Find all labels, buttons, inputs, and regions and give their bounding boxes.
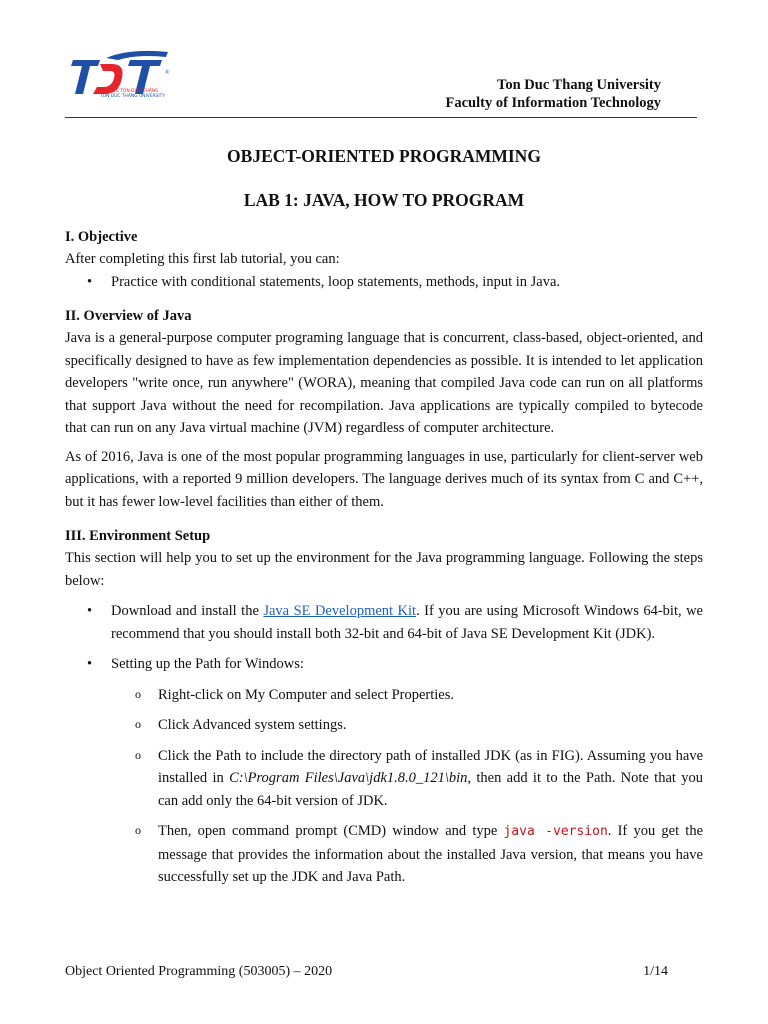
footer-course: Object Oriented Programming (503005) – 2020	[65, 964, 333, 979]
path-step-4-rest: . If you get the message that provides the information about the installed Java version, that means you have successfully set up the JDK and Java Path.	[158, 823, 704, 885]
path-step-3	[65, 745, 703, 813]
logo-caption-vn: ĐẠI HỌC TÔN ĐỨC THẮNG	[100, 89, 159, 94]
path-step-2: o Click Advanced system settings.	[65, 714, 703, 737]
logo-caption-en: TON DUC THANG UNIVERSITY	[100, 94, 166, 99]
header-divider	[65, 117, 697, 118]
jdk-link[interactable]: Java SE Development Kit	[263, 603, 417, 619]
download-text: Download and install the	[111, 603, 264, 619]
download-text-rest: . If you are using Microsoft Windows 64-bit, we recommend that you should install both 32-bit and 64-bit of Java SE Development Kit (JDK).	[111, 603, 703, 642]
setup-list	[65, 600, 703, 676]
lab-title: LAB 1: JAVA, HOW TO PROGRAM	[243, 190, 525, 210]
objective-list	[65, 271, 703, 294]
path-step-3-text: Click the Path to include the directory path of installed JDK (as in FIG). Assuming you have installed in	[158, 747, 703, 786]
objective-bullet: • Practice with conditional statements, loop statements, methods, input in Java.	[65, 271, 703, 294]
overview-paragraph-1: Java is a general-purpose computer programing language that is concurrent, class-based, object-oriented, and specifically designed to have as few implementation dependencies as possible. It is intended to let application developers "write once, run anywhere" (WORA), meaning that compiled Java code can run on all platforms that support Java without the need for recompilation. Java applications are typically compiled to bytecode that can run on any Java virtual machine (JVM) regardless of computer architecture.	[65, 330, 703, 436]
objective-heading: I. Objective	[65, 229, 138, 245]
jdk-install-path: C:\Program Files\Java\jdk1.8.0_121\bin	[229, 770, 468, 786]
overview-heading: II. Overview of Java	[65, 308, 192, 324]
faculty-name: Faculty of Information Technology	[445, 95, 661, 111]
setup-bullet-download	[65, 600, 703, 645]
tdt-university-logo	[70, 46, 176, 102]
path-step-1: o Right-click on My Computer and select Properties.	[65, 684, 703, 707]
footer-page-number: 1/14	[643, 964, 668, 979]
university-header	[446, 76, 662, 112]
page-footer	[65, 964, 668, 980]
main-content	[65, 226, 703, 889]
path-step-4-text: Then, open command prompt (CMD) window and type	[158, 823, 504, 839]
setup-intro: This section will help you to set up the environment for the Java programming language. Following the steps below:	[65, 550, 703, 589]
setup-bullet-path: • Setting up the Path for Windows:	[65, 653, 703, 676]
university-name: Ton Duc Thang University	[497, 77, 661, 93]
java-version-command: java -version	[503, 824, 608, 839]
path-steps-list	[65, 684, 703, 889]
registered-mark: ®	[165, 70, 170, 76]
path-step-3-rest: , then add it to the Path. Note that you can add only the 64-bit version of JDK.	[158, 770, 703, 809]
document-title: OBJECT-ORIENTED PROGRAMMING	[227, 146, 541, 166]
path-step-4	[65, 820, 703, 889]
setup-heading: III. Environment Setup	[65, 528, 211, 544]
objective-intro: After completing this first lab tutorial, you can:	[65, 251, 340, 267]
overview-paragraph-2: As of 2016, Java is one of the most popular programming languages in use, particularly for client-server web applications, with a reported 9 million developers. The language derives much of its syntax from C and C++, but it has fewer low-level facilities than either of them.	[65, 448, 703, 510]
